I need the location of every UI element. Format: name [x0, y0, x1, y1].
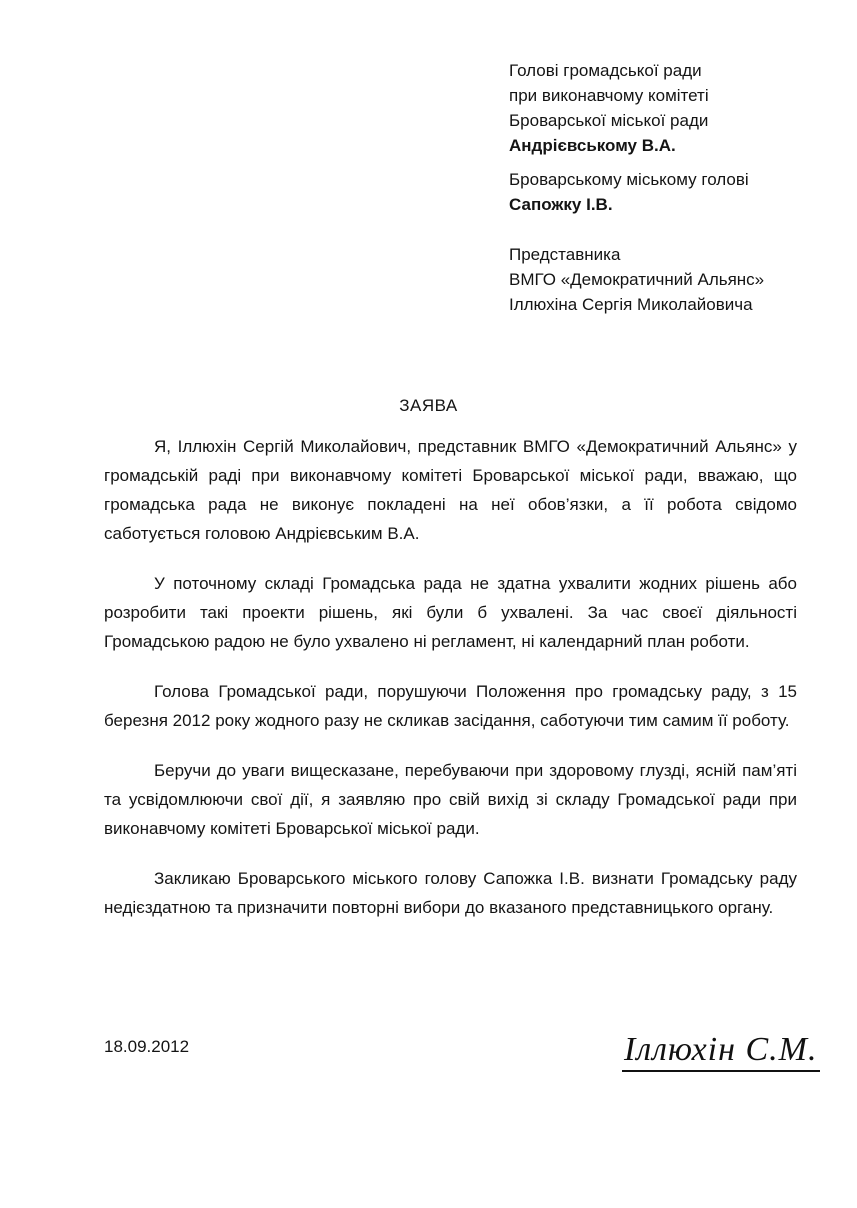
sender-organization: ВМГО «Демократичний Альянс» — [509, 270, 765, 289]
addressee-name: Андрієвському В.А. — [509, 136, 676, 155]
document-date: 18.09.2012 — [104, 1037, 190, 1056]
body-paragraph: У поточному складі Громадська рада не здатна ухвалити жодних рішень або розробити такі проекти рішень, які були б ухвалені. За час своєї діяльності Громадською радою не було ухвалено ні регламент, ні календарний план роботи. — [104, 574, 797, 651]
addressee-block — [509, 58, 839, 317]
signature: Іллюхін С.М. — [622, 1030, 820, 1072]
sender-name: Іллюхіна Сергія Миколайовича — [509, 295, 753, 314]
body-paragraph: Закликаю Броварського міського голову Сапожка І.В. визнати Громадську раду недієздатною та призначити повторні вибори до вказаного представницького органу. — [104, 869, 797, 917]
sender-line: Представника — [509, 245, 621, 264]
document-body — [104, 432, 797, 943]
body-paragraph: Я, Іллюхін Сергій Миколайович, представник ВМГО «Демократичний Альянс» у громадській раді при виконавчому комітеті Броварської міської ради, вважаю, що громадська рада не виконує покладені на неї обов’язки, а її робота свідомо саботується головою Андрієвським В.А. — [104, 437, 797, 543]
addressee-line: Броварському міському голові — [509, 170, 749, 189]
body-paragraph: Беручи до уваги вищесказане, перебуваючи при здоровому глузді, ясній пам’яті та усвідомлюючи свої дії, я заявляю про свій вихід зі складу Громадської ради при виконавчому комітеті Броварської міської ради. — [104, 761, 797, 838]
body-paragraph: Голова Громадської ради, порушуючи Положення про громадську раду, з 15 березня 2012 року жодного разу не скликав засідання, саботуючи тим самим її роботу. — [104, 682, 797, 730]
addressee-name: Сапожку І.В. — [509, 195, 613, 214]
addressee-line: при виконавчому комітеті — [509, 86, 709, 105]
addressee-line: Броварської міської ради — [509, 111, 709, 130]
addressee-line: Голові громадської ради — [509, 61, 702, 80]
document-title: ЗАЯВА — [399, 396, 458, 415]
